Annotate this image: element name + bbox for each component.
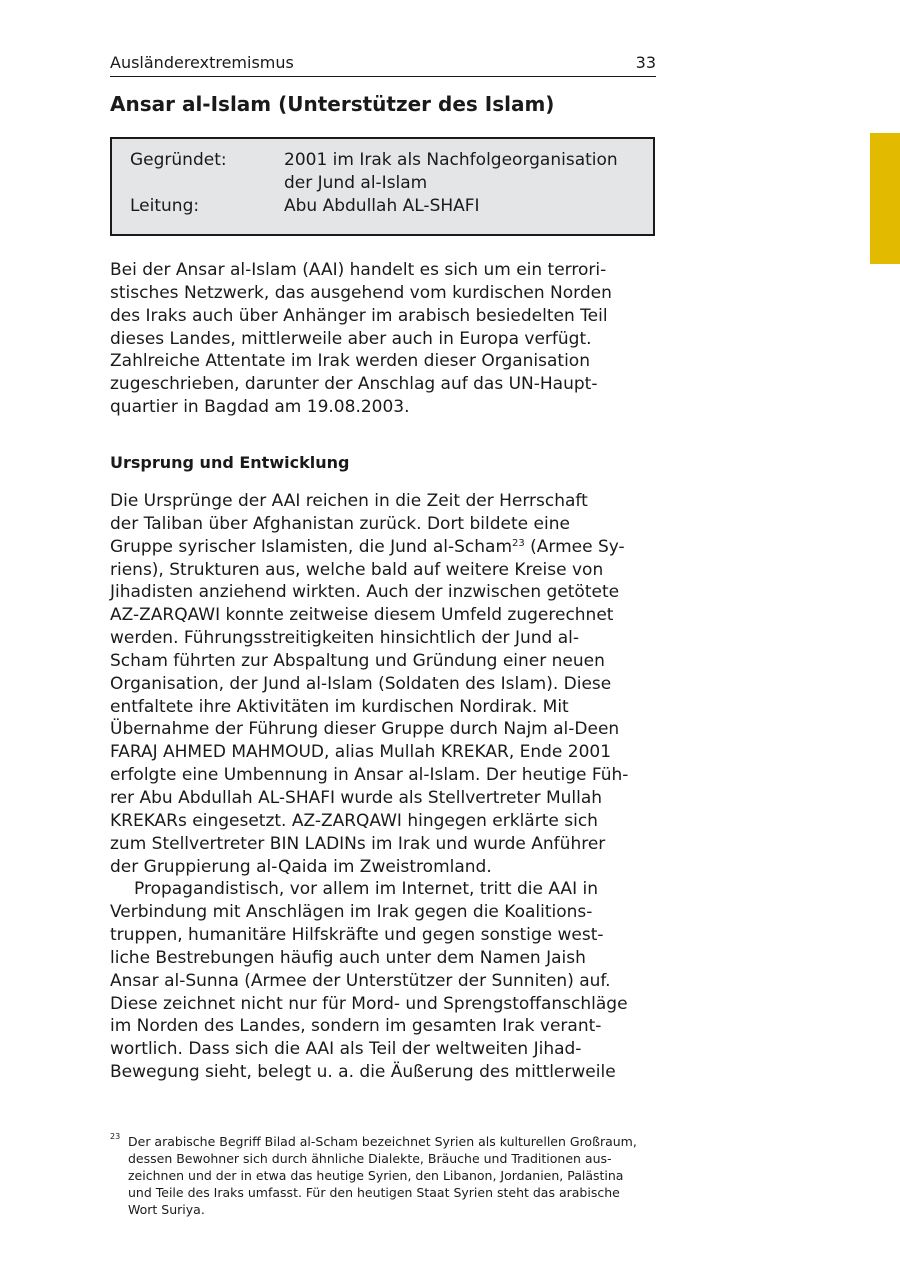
text-line: Bei der Ansar al-Islam (AAI) handelt es sich um ein terrori- bbox=[110, 260, 607, 280]
info-value-line: 2001 im Irak als Nachfolgeorganisation bbox=[284, 150, 618, 170]
text-line: Bewegung sieht, belegt u. a. die Äußerung des mittlerweile bbox=[110, 1062, 616, 1083]
text-line: Ansar al-Sunna (Armee der Unterstützer der Sunniten) auf. bbox=[110, 970, 611, 991]
text-line: Verbindung mit Anschlägen im Irak gegen die Koalitions- bbox=[110, 902, 593, 923]
text-line: Übernahme der Führung dieser Gruppe durch Najm al-Deen bbox=[110, 719, 620, 740]
footnote-text bbox=[128, 1133, 668, 1218]
text-line: zugeschrieben, darunter der Anschlag auf das UN-Haupt- bbox=[110, 374, 598, 395]
text-line: Scham führten zur Abspaltung und Gründung einer neuen bbox=[110, 650, 605, 671]
page-header bbox=[110, 52, 656, 77]
text-line: Organisation, der Jund al-Islam (Soldaten des Islam). Diese bbox=[110, 673, 612, 694]
running-title: Ausländerextremismus bbox=[110, 53, 294, 72]
text-line: Die Ursprünge der AAI reichen in die Zeit der Herrschaft bbox=[110, 491, 588, 511]
text-line: wortlich. Dass sich die AAI als Teil der weltweiten Jihad- bbox=[110, 1039, 582, 1060]
footnote-line: dessen Bewohner sich durch ähnliche Dialekte, Bräuche und Traditionen aus- bbox=[128, 1151, 612, 1166]
page-number: 33 bbox=[635, 53, 656, 72]
text-line: zum Stellvertreter BIN LADINs im Irak und wurde Anführer bbox=[110, 833, 606, 854]
text-line: stisches Netzwerk, das ausgehend vom kurdischen Norden bbox=[110, 282, 612, 303]
text-line: der Taliban über Afghanistan zurück. Dort bildete eine bbox=[110, 513, 570, 534]
text-line-with-footnote bbox=[110, 536, 670, 559]
info-value-line: der Jund al-Islam bbox=[284, 173, 428, 193]
chapter-tab-marker bbox=[870, 133, 900, 264]
text-line: entfaltete ihre Aktivitäten im kurdischen Nordirak. Mit bbox=[110, 696, 569, 717]
footnote-line: Wort Suriya. bbox=[128, 1202, 205, 1217]
text-line: des Iraks auch über Anhänger im arabisch besiedelten Teil bbox=[110, 305, 608, 326]
section-title: Ansar al-Islam (Unterstützer des Islam) bbox=[110, 92, 555, 116]
footnote-line: und Teile des Iraks umfasst. Für den heutigen Staat Syrien steht das arabische bbox=[128, 1185, 620, 1200]
text-line: der Gruppierung al-Qaida im Zweistromland. bbox=[110, 856, 492, 877]
text-line: dieses Landes, mittlerweile aber auch in Europa verfügt. bbox=[110, 328, 592, 349]
footnote-line: zeichnen und der in etwa das heutige Syrien, den Libanon, Jordanien, Palästina bbox=[128, 1168, 624, 1183]
text-segment: Gruppe syrischer Islamisten, die Jund al-Scham bbox=[110, 536, 512, 557]
text-line: truppen, humanitäre Hilfskräfte und gegen sonstige west- bbox=[110, 925, 604, 946]
text-segment: (Armee Sy- bbox=[524, 536, 625, 557]
text-line: quartier in Bagdad am 19.08.2003. bbox=[110, 397, 410, 418]
text-line: im Norden des Landes, sondern im gesamten Irak verant- bbox=[110, 1016, 602, 1037]
footnote-number: 23 bbox=[110, 1132, 121, 1141]
text-line: Jihadisten anziehend wirkten. Auch der inzwischen getötete bbox=[110, 582, 620, 603]
info-value-line: Abu Abdullah AL-SHAFI bbox=[284, 196, 480, 216]
footnote-reference: 23 bbox=[512, 537, 525, 549]
text-line: AZ-ZARQAWI konnte zeitweise diesem Umfeld zugerechnet bbox=[110, 605, 614, 626]
info-value bbox=[284, 149, 644, 195]
info-label: Gegründet: bbox=[130, 150, 227, 170]
info-box bbox=[110, 137, 655, 236]
text-line: FARAJ AHMED MAHMOUD, alias Mullah KREKAR, Ende 2001 bbox=[110, 742, 612, 763]
text-line: werden. Führungsstreitigkeiten hinsichtlich der Jund al- bbox=[110, 628, 579, 649]
text-line: Propagandistisch, vor allem im Internet, tritt die AAI in bbox=[134, 879, 598, 900]
text-line: riens), Strukturen aus, welche bald auf weitere Kreise von bbox=[110, 559, 604, 580]
text-line: KREKARs eingesetzt. AZ-ZARQAWI hingegen erklärte sich bbox=[110, 810, 598, 831]
info-value bbox=[284, 195, 644, 218]
text-line: Zahlreiche Attentate im Irak werden dieser Organisation bbox=[110, 351, 590, 372]
text-line: liche Bestrebungen häufig auch unter dem Namen Jaish bbox=[110, 947, 586, 968]
body-text bbox=[110, 490, 670, 1084]
subheading: Ursprung und Entwicklung bbox=[110, 453, 350, 472]
text-line: erfolgte eine Umbennung in Ansar al-Islam. Der heutige Füh- bbox=[110, 765, 629, 786]
intro-paragraph bbox=[110, 259, 670, 419]
text-line: Diese zeichnet nicht nur für Mord- und Sprengstoffanschläge bbox=[110, 993, 628, 1014]
info-label: Leitung: bbox=[130, 196, 200, 216]
text-line: rer Abu Abdullah AL-SHAFI wurde als Stellvertreter Mullah bbox=[110, 787, 603, 808]
footnote-line: Der arabische Begriff Bilad al-Scham bezeichnet Syrien als kulturellen Großraum, bbox=[128, 1134, 637, 1149]
